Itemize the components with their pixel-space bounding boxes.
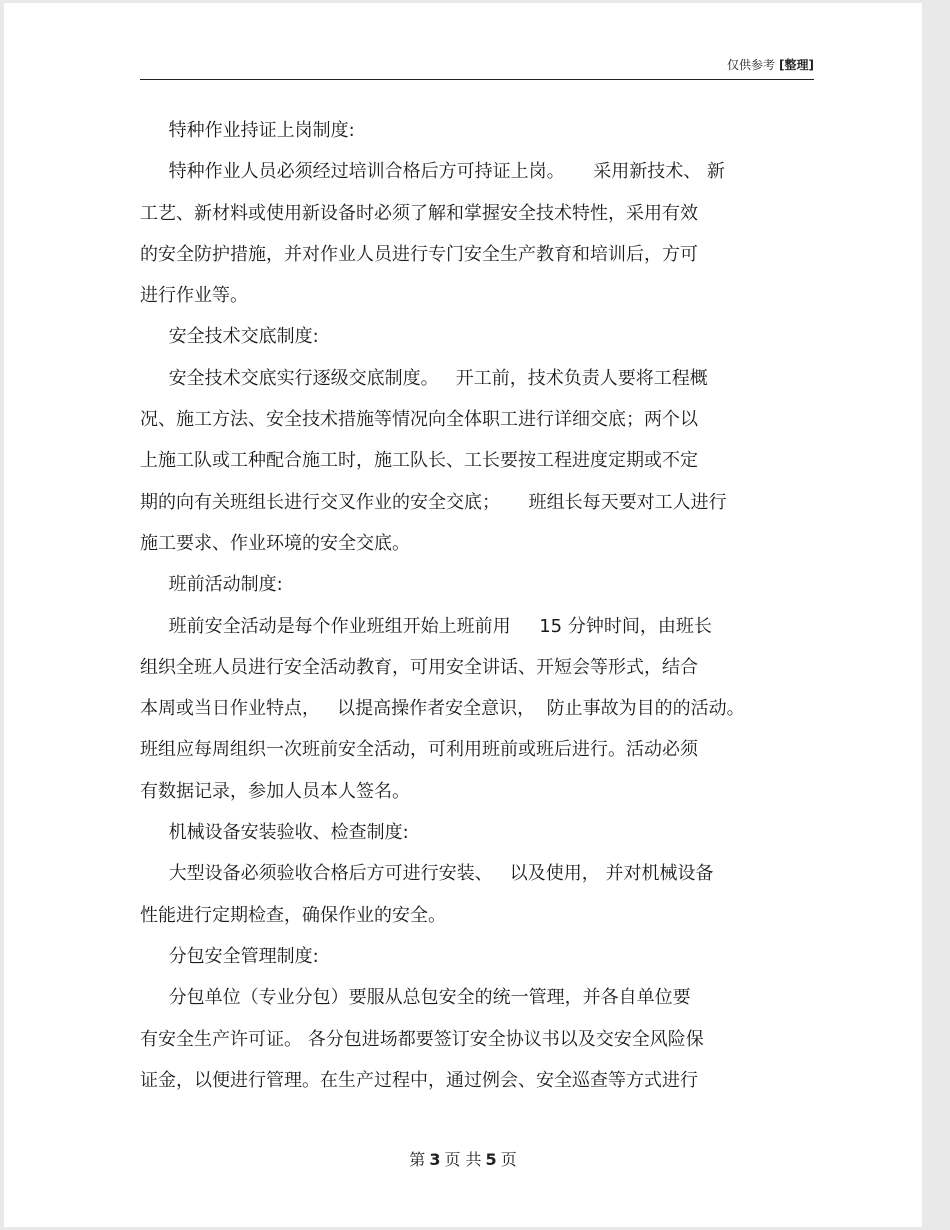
text-line: 组织全班人员进行安全活动教育，可用安全讲话、开短会等形式，结合: [140, 656, 698, 678]
header-note: 仅供参考: [727, 58, 776, 72]
text-line: 性能进行定期检查，确保作业的安全。: [140, 904, 446, 926]
text-line: 班前安全活动是每个作业班组开始上班前用 15 分钟时间，由班长: [140, 615, 712, 637]
header-bracket: [整理]: [779, 58, 814, 72]
body-text: [140, 110, 820, 1101]
text-line: 有数据记录，参加人员本人签名。: [140, 780, 410, 802]
text-line: 班组应每周组织一次班前安全活动，可利用班前或班后进行。活动必须: [140, 739, 698, 761]
text-line: 本周或当日作业特点， 以提高操作者安全意识， 防止事故为目的的活动。: [140, 698, 745, 720]
page-header: [140, 55, 814, 80]
text-line: 有安全生产许可证。 各分包进场都要签订安全协议书以及交安全风险保: [140, 1028, 704, 1050]
text-line: 期的向有关班组长进行交叉作业的安全交底； 班组长每天要对工人进行: [140, 491, 727, 513]
text-line: 大型设备必须验收合格后方可进行安装、 以及使用， 并对机械设备: [140, 863, 714, 885]
text-line: 班前活动制度:: [140, 574, 283, 596]
text-line: 安全技术交底制度:: [140, 326, 319, 348]
text-line: 分包安全管理制度:: [140, 945, 319, 967]
text-line: 进行作业等。: [140, 285, 248, 307]
text-line: 机械设备安装验收、检查制度:: [140, 822, 409, 844]
footer-suffix: 页: [500, 1150, 517, 1169]
footer-total-pages: 5: [485, 1150, 497, 1169]
footer-middle: 页 共: [444, 1150, 482, 1169]
text-line: 的安全防护措施，并对作业人员进行专门安全生产教育和培训后，方可: [140, 243, 698, 265]
text-line: 证金，以便进行管理。在生产过程中，通过例会、安全巡查等方式进行: [140, 1069, 698, 1091]
text-line: 安全技术交底实行逐级交底制度。 开工前，技术负责人要将工程概: [140, 367, 708, 389]
text-line: 况、施工方法、安全技术措施等情况向全体职工进行详细交底；两个以: [140, 409, 698, 431]
page-footer: [4, 1147, 922, 1170]
text-line: 施工要求、作业环境的安全交底。: [140, 532, 410, 554]
footer-prefix: 第: [409, 1150, 426, 1169]
text-line: 工艺、新材料或使用新设备时必须了解和掌握安全技术特性，采用有效: [140, 202, 698, 224]
text-line: 特种作业人员必须经过培训合格后方可持证上岗。 采用新技术、 新: [140, 161, 725, 183]
text-line: 特种作业持证上岗制度:: [140, 120, 355, 141]
text-line: 上施工队或工种配合施工时，施工队长、工长要按工程进度定期或不定: [140, 450, 698, 472]
document-page: [4, 3, 922, 1227]
text-line: 分包单位（专业分包）要服从总包安全的统一管理，并各自单位要: [140, 987, 691, 1009]
footer-page-number: 3: [429, 1150, 441, 1169]
